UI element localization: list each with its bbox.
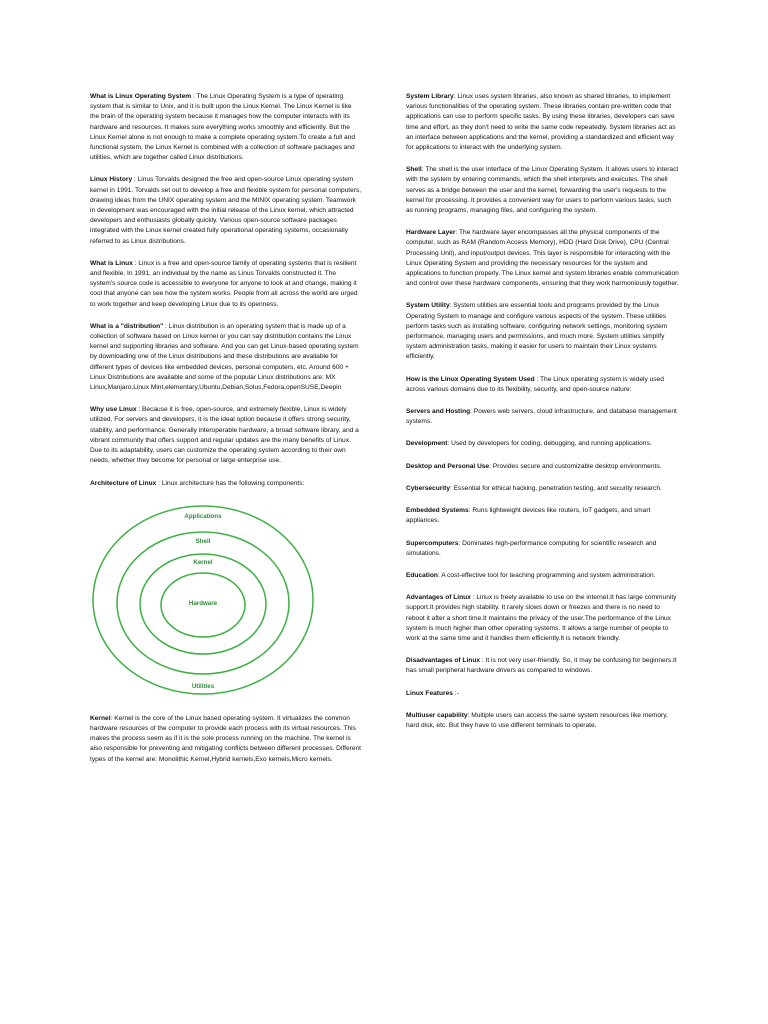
heading-separator: : [191,93,197,100]
paragraph [406,301,680,362]
label-hardware: Hardware [188,599,218,607]
label-kernel: Kernel [193,558,213,566]
heading-separator: : [453,93,458,100]
paragraph-body: Dominates high-performance computing for scientific research and simulations. [406,539,657,557]
paragraph [406,711,680,731]
paragraph-heading: System Library [406,93,454,100]
heading-separator: : [437,571,442,579]
paragraph [90,259,362,310]
paragraph-heading: Why use Linux [90,406,137,414]
paragraph [90,322,362,393]
right-column [406,92,680,743]
paragraph-heading: What is Linux Operating System [90,93,192,100]
paragraph [406,656,680,676]
heading-separator: : [480,657,486,665]
heading-separator: : [132,259,139,267]
paragraph-body: Provides secure and customizable desktop environments. [492,462,662,470]
paragraph-body: Linux is a free and open-source family of operating systems that is resilient and flexible. In 1991, an individual by the name as Linus Torvalds constructed it. The system's source code is accessible to everyone for anyone to look at and change, making it cool that anyone can see how the system works. People from all across the world are urged to work together and keep developing Linux due to its openness. [90,259,358,308]
paragraph-body: The hardware layer encompasses all the physical components of the computer, such as RAM (Random Access Memory), HDD (Hard Disk Drive), CPU (Central Processing Unit), and input/output devices. This layer is responsible for interacting with the Linux Operating System and providing the necessary resources for the system and applications to function properly. The Linux kernel and system libraries enable communication and control over these hardware components, ensuring that they work harmoniously together. [406,229,679,288]
heading-separator: : [449,484,454,492]
paragraph [406,439,680,449]
architecture-diagram [90,501,316,699]
heading-separator: : [534,375,540,383]
heading-separator: : [489,462,493,470]
paragraph [90,714,362,765]
paragraph-heading: Servers and Hosting [406,408,471,416]
heading-separator: : [455,229,460,237]
heading-separator: : [449,302,454,310]
paragraph-body: Essential for ethical hacking, penetration testing, and security research. [453,484,662,492]
paragraph-heading: Linux Features [406,689,453,697]
heading-separator: : [470,408,474,416]
paragraph [90,405,362,466]
paragraph [406,593,680,644]
paragraph-heading: What is Linux [90,259,133,267]
heading-separator: : [156,479,162,487]
paragraph-body: System utilities are essential tools and programs provided by the Linux Operating System to manage and configure various aspects of the system. These utilities perform tasks such as installing software, configuring network settings, monitoring system performance, managing users and permissions, and much more. System utilities simplify system administration tasks, making it easier for users to maintain their Linux systems efficiently. [406,302,668,361]
left-column [90,92,362,777]
paragraph [406,462,680,472]
paragraph [406,539,680,559]
paragraph [406,407,680,427]
label-shell: Shell [195,537,211,545]
paragraph [406,228,680,289]
paragraph-body: Powers web servers, cloud infrastructure, and database management systems. [406,408,677,426]
heading-separator: : [136,406,143,414]
paragraph [406,484,680,494]
paragraph-heading: Advantages of Linux [406,594,471,602]
paragraph-heading: How is the Linux Operating System Used [406,375,535,383]
label-utilities: Utilities [191,682,215,690]
paragraph [406,689,680,699]
paragraph [406,165,680,216]
label-applications: Applications [184,512,222,520]
paragraph [90,175,362,246]
heading-separator: : [447,440,452,448]
paragraph [90,92,362,163]
paragraph-body: Kernel is the core of the Linux based operating system. It virtualizes the common hardware resources of the computer to provide each process with its virtual resources. This makes the process seem as if it is the sole process running on the machine. The kernel is also responsible for preventing and mitigating conflicts between different processes. Different types of the kernel are: Monolithic Kernel,Hybrid kernels,Exo kernels,Micro kernels. [90,714,361,763]
heading-separator: : [468,507,473,515]
paragraph-heading: Cybersecurity [406,484,450,492]
heading-separator: : [470,594,477,602]
paragraph-heading: What is a "distribution" [90,322,164,330]
paragraph-heading: Supercomputers [406,539,459,547]
paragraph-body: Linus Torvalds designed the free and open-source Linux operating system kernel in 1991. Torvalds set out to develop a free and flexible system for personal computers, drawing ideas from the UNIX operating system and the MINIX operating system. Teamwork in development was encouraged with the initial release of the Linux kernel, which attracted developers and enthusiasts globally quickly. Various open-source software packages integrated with the Linux kernel created fully operational operating systems, occasionally referred to as Linux distributions. [90,176,362,245]
paragraph-body: The Linux Operating System is a type of operating system that is similar to Unix, and it is built upon the Linux Kernel. The Linux Kernel is like the brain of the operating system because it manages how the computer interacts with its hardware and resources. It makes sure everything works smoothly and efficiently. But the Linux Kernel alone is not enough to make a complete operating system.To create a full and functional system, the Linux Kernel is combined with a collection of software packages and utilities, which are together called Linux distributions. [90,93,356,162]
paragraph-heading: Embedded Systems [406,507,469,515]
paragraph-body: Linux architecture has the following components: [161,479,305,487]
paragraph [406,92,680,153]
paragraph [406,375,680,395]
paragraph-body: Linux uses system libraries, also known as shared libraries, to implement various functionalities of the operating system. These libraries contain pre-written code that applications can use to perform specific tasks. By using these libraries, developers can save time and effort, as they don't need to write the same code repeatedly. System libraries act as an interface between applications and the kernel, providing a standardized and efficient way for applications to interact with the underlying system. [406,93,676,152]
paragraph-heading: Education [406,571,438,579]
paragraph-body: A cost-effective tool for teaching programming and system administration. [441,571,656,579]
paragraph [406,571,680,581]
paragraph-heading: Desktop and Personal Use [406,462,490,470]
paragraph-heading: Development [406,440,448,448]
heading-separator: : [458,539,463,547]
architecture-rings-svg [90,501,316,699]
paragraph-heading: Multiuser capability [406,711,468,719]
paragraph-body: Linux distribution is an operating system that is made up of a collection of software based on Linux kernel or you can say distribution contains the Linux kernel and supporting libraries and software. And you can get Linux-based operating system by downloading one of the Linux distributions and these distributions are available for different types of devices like embedded devices, personal computers, etc. Around 600 + Linux Distributions are available and some of the popular Linux distributions are: MX Linux,Manjaro,Linux Mint,elementary,Ubuntu,Debian,Solus,Fedora,openSUSE,Deepin [90,322,359,392]
heading-separator: : [467,711,472,719]
heading-separator: : [421,166,426,174]
heading-separator: :- [452,689,459,697]
paragraph [406,506,680,526]
heading-separator: : [163,322,169,330]
paragraph-body: Used by developers for coding, debugging, and running applications. [451,440,652,448]
paragraph [90,479,362,489]
paragraph-heading: Disadvantages of Linux [406,657,481,665]
heading-separator: : [132,176,138,184]
paragraph-heading: Linux History [90,176,133,184]
paragraph-heading: Kernel [90,714,111,722]
paragraph-body: Linux is freely available to use on the internet.It has large community support.It provides high stability. It rarely slows down or freezes and there is no need to reboot it after a short time.It maintains the privacy of the user.The performance of the Linux system is much higher than other operating systems. It allows a large number of people to work at the same time and it handles them efficiently.It is network friendly. [406,594,677,642]
paragraph-heading: Architecture of Linux [90,479,157,487]
paragraph-body: Runs lightweight devices like routers, IoT gadgets, and smart appliances. [406,507,651,525]
paragraph-body: Because it is free, open-source, and extremely flexible, Linux is widely utilized. For servers and developers, it is the ideal option because it offers strong security, stability, and performance. Generally interoperable hardware, a broad software library, and a vibrant community that offers support and regular updates are the many benefits of Linux. Due to its adaptability, users can customize the operating system according to their own needs, whether they become for personal or large enterprise use. [90,406,359,465]
paragraph-body: Multiple users can access the same system resources like memory, hard disk, etc. But they have to use different terminals to operate. [406,711,668,729]
paragraph-heading: System Utility [406,302,450,310]
heading-separator: : [110,714,115,722]
paragraph-body: The shell is the user interface of the Linux Operating System. It allows users to interact with the system by entering commands, which the shell interprets and executes. The shell serves as a bridge between the user and the kernel, forwarding the user's requests to the kernel for processing. It provides a convenient way for users to perform various tasks, such as running programs, managing files, and configuring the system. [406,166,679,215]
paragraph-body: It is not very user-friendly. So, it may be confusing for beginners.It has small peripheral hardware drivers as compared to windows. [406,657,677,675]
paragraph-heading: Shell [406,166,422,174]
paragraph-heading: Hardware Layer [406,229,456,237]
paragraph-body: The Linux operating system is widely used across various domains due to its flexibility, security, and open-source nature: [406,375,664,393]
